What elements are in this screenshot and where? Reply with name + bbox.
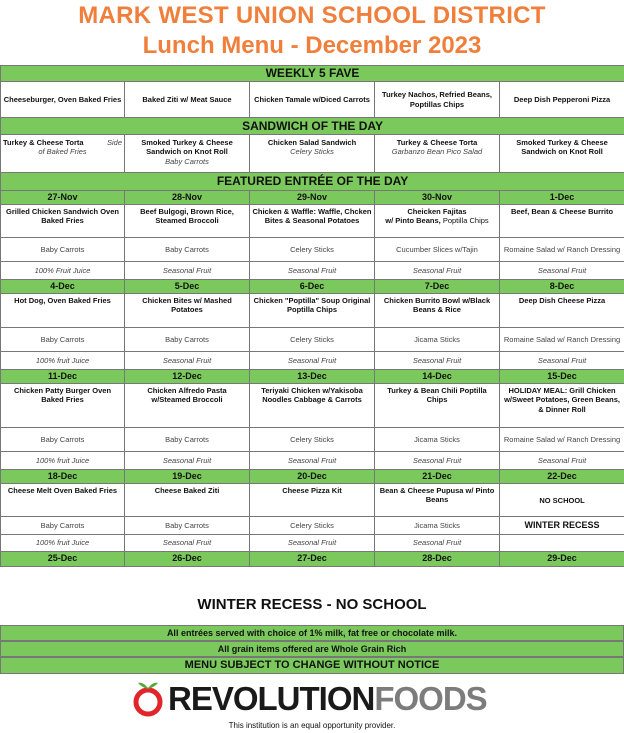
apple-icon [130, 680, 166, 718]
fruit-cell: Seasonal Fruit [250, 535, 375, 552]
side-cell: Baby Carrots [125, 428, 250, 452]
sandwich-item [375, 135, 500, 173]
sandwich-item [250, 135, 375, 173]
fruit-cell: Seasonal Fruit [125, 452, 250, 470]
side-cell: Jicama Sticks [375, 428, 500, 452]
logo-part1: REVOLUTION [168, 680, 375, 717]
sandwich-main: Turkey & Cheese Torta [3, 138, 84, 147]
menu-title: Lunch Menu - December 2023 [142, 32, 482, 59]
sandwich-heading: SANDWICH OF THE DAY [1, 118, 624, 135]
date-cell: 13-Dec [250, 370, 375, 384]
fruit-cell: 100% fruit Juice [1, 452, 125, 470]
side-cell: Celery Sticks [250, 428, 375, 452]
date-cell: 14-Dec [375, 370, 500, 384]
fruit-cell [500, 535, 624, 552]
menu-table [0, 65, 624, 567]
side-cell: Romaine Salad w/ Ranch Dressing [500, 238, 624, 262]
date-cell: 27-Nov [1, 191, 125, 205]
sandwich-side: of Baked Fries [38, 147, 87, 157]
weekly-fave-item: Chicken Tamale w/Diced Carrots [250, 82, 375, 118]
weekly-fave-item: Deep Dish Pepperoni Pizza [500, 82, 624, 118]
fruit-cell: 100% Fruit Juice [1, 262, 125, 280]
side-cell: Cucumber Slices w/Tajin [375, 238, 500, 262]
date-cell: 29-Dec [500, 552, 624, 567]
side-cell: Baby Carrots [1, 428, 125, 452]
entree-extra: w/ Pinto Beans, [385, 216, 441, 226]
side-cell: Baby Carrots [125, 517, 250, 535]
fruit-cell: Seasonal Fruit [125, 535, 250, 552]
fruit-cell: Seasonal Fruit [500, 352, 624, 370]
fruit-cell: Seasonal Fruit [125, 352, 250, 370]
date-cell: 18-Dec [1, 470, 125, 484]
date-cell: 7-Dec [375, 280, 500, 294]
fruit-cell: Seasonal Fruit [375, 535, 500, 552]
fruit-cell: Seasonal Fruit [375, 262, 500, 280]
date-cell: 22-Dec [500, 470, 624, 484]
winter-recess-title: WINTER RECESS - NO SCHOOL [197, 596, 427, 613]
entree-cell: Bean & Cheese Pupusa w/ Pinto Beans [375, 484, 500, 517]
fruit-cell: Seasonal Fruit [250, 262, 375, 280]
fruit-cell: Seasonal Fruit [250, 452, 375, 470]
date-cell: 28-Nov [125, 191, 250, 205]
entree-cell: Cheese Baked Ziti [125, 484, 250, 517]
entree-cell: Chicken & Waffle: Waffle, Chcken Bites & Seasonal Potatoes [250, 205, 375, 238]
sandwich-item [1, 135, 125, 173]
milk-note: All entrées served with choice of 1% milk, fat free or chocolate milk. [0, 625, 624, 641]
featured-heading: FEATURED ENTRÉE OF THE DAY [1, 173, 624, 191]
date-cell: 1-Dec [500, 191, 624, 205]
entree-cell: Deep Dish Cheese Pizza [500, 294, 624, 328]
date-cell: 8-Dec [500, 280, 624, 294]
date-cell: 20-Dec [250, 470, 375, 484]
fruit-cell: Seasonal Fruit [500, 452, 624, 470]
side-cell: Baby Carrots [1, 328, 125, 352]
date-cell: 28-Dec [375, 552, 500, 567]
date-cell: 30-Nov [375, 191, 500, 205]
date-cell: 4-Dec [1, 280, 125, 294]
side-cell: Romaine Salad w/ Ranch Dressing [500, 328, 624, 352]
sandwich-main: Smoked Turkey & Cheese Sandwich on Knot Roll [516, 138, 608, 157]
date-cell: 6-Dec [250, 280, 375, 294]
weekly-fave-item: Turkey Nachos, Refried Beans, Poptillas Chips [375, 82, 500, 118]
entree-cell [375, 205, 500, 238]
side-cell: Jicama Sticks [375, 517, 500, 535]
entree-cell: Chicken Bites w/ Mashed Potatoes [125, 294, 250, 328]
weekly-fave-item: Cheeseburger, Oven Baked Fries [1, 82, 125, 118]
entree-main: Cheicken Fajitas [407, 207, 467, 216]
change-note: MENU SUBJECT TO CHANGE WITHOUT NOTICE [0, 657, 624, 674]
entree-cell: HOLIDAY MEAL: Grill Chicken w/Sweet Potatoes, Green Beans, & Dinner Roll [500, 384, 624, 428]
side-cell: Baby Carrots [125, 328, 250, 352]
fruit-cell: 100% fruit Juice [1, 352, 125, 370]
date-cell: 26-Dec [125, 552, 250, 567]
fruit-cell: Seasonal Fruit [250, 352, 375, 370]
entree-cell: Chicken Patty Burger Oven Baked Fries [1, 384, 125, 428]
entree-cell: Hot Dog, Oven Baked Fries [1, 294, 125, 328]
entree-cell: NO SCHOOL [500, 484, 624, 517]
fruit-cell: Seasonal Fruit [375, 452, 500, 470]
entree-cell: Chicken "Poptilla" Soup Original Poptilla Chips [250, 294, 375, 328]
side-cell: Celery Sticks [250, 238, 375, 262]
sandwich-main: Smoked Turkey & Cheese Sandwich on Knot Roll [141, 138, 233, 157]
date-cell: 15-Dec [500, 370, 624, 384]
side-cell: WINTER RECESS [500, 517, 624, 535]
sandwich-main: Turkey & Cheese Torta [396, 138, 478, 147]
logo-part2: FOODS [374, 680, 487, 717]
fruit-cell: Seasonal Fruit [125, 262, 250, 280]
side-cell: Baby Carrots [125, 238, 250, 262]
side-cell: Celery Sticks [250, 517, 375, 535]
side-cell: Celery Sticks [250, 328, 375, 352]
weekly-fave-item: Baked Ziti w/ Meat Sauce [125, 82, 250, 118]
fruit-cell: Seasonal Fruit [500, 262, 624, 280]
entree-cell: Chicken Burrito Bowl w/Black Beans & Rice [375, 294, 500, 328]
entree-cell: Cheese Melt Oven Baked Fries [1, 484, 125, 517]
sandwich-side: Celery Sticks [290, 147, 334, 157]
entree-cell: Chicken Alfredo Pasta w/Steamed Broccoli [125, 384, 250, 428]
sandwich-side: Baby Carrots [165, 156, 209, 166]
revolution-foods-logo [130, 680, 530, 718]
date-cell: 21-Dec [375, 470, 500, 484]
sandwich-item [125, 135, 250, 173]
date-cell: 29-Nov [250, 191, 375, 205]
entree-cell: Turkey & Bean Chili Poptilla Chips [375, 384, 500, 428]
fruit-cell: 100% fruit Juice [1, 535, 125, 552]
date-cell: 11-Dec [1, 370, 125, 384]
logo-text [168, 680, 487, 718]
side-cell: Romaine Salad w/ Ranch Dressing [500, 428, 624, 452]
entree-cell: Grilled Chicken Sandwich Oven Baked Fries [1, 205, 125, 238]
entree-cell: Teriyaki Chicken w/Yakisoba Noodles Cabbage & Carrots [250, 384, 375, 428]
sandwich-tag: Side [106, 138, 122, 147]
date-cell: 5-Dec [125, 280, 250, 294]
weekly-fave-heading: WEEKLY 5 FAVE [1, 66, 624, 82]
entree-extra-side: Poptilla Chips [442, 216, 489, 226]
fruit-cell: Seasonal Fruit [375, 352, 500, 370]
date-cell: 19-Dec [125, 470, 250, 484]
sandwich-item [500, 135, 624, 173]
district-title: MARK WEST UNION SCHOOL DISTRICT [78, 2, 546, 29]
sandwich-side: Garbanzo Bean Pico Salad [391, 147, 483, 157]
date-cell: 12-Dec [125, 370, 250, 384]
entree-cell: Beef Bulgogi, Brown Rice, Steamed Broccoli [125, 205, 250, 238]
grain-note: All grain items offered are Whole Grain Rich [0, 641, 624, 657]
entree-cell: Cheese Pizza Kit [250, 484, 375, 517]
date-cell: 27-Dec [250, 552, 375, 567]
side-cell: Baby Carrots [1, 238, 125, 262]
side-cell: Baby Carrots [1, 517, 125, 535]
sandwich-main: Chicken Salad Sandwich [267, 138, 357, 147]
equal-opportunity-note: This institution is an equal opportunity provider. [228, 721, 396, 730]
entree-cell: Beef, Bean & Cheese Burrito [500, 205, 624, 238]
side-cell: Jicama Sticks [375, 328, 500, 352]
date-cell: 25-Dec [1, 552, 125, 567]
